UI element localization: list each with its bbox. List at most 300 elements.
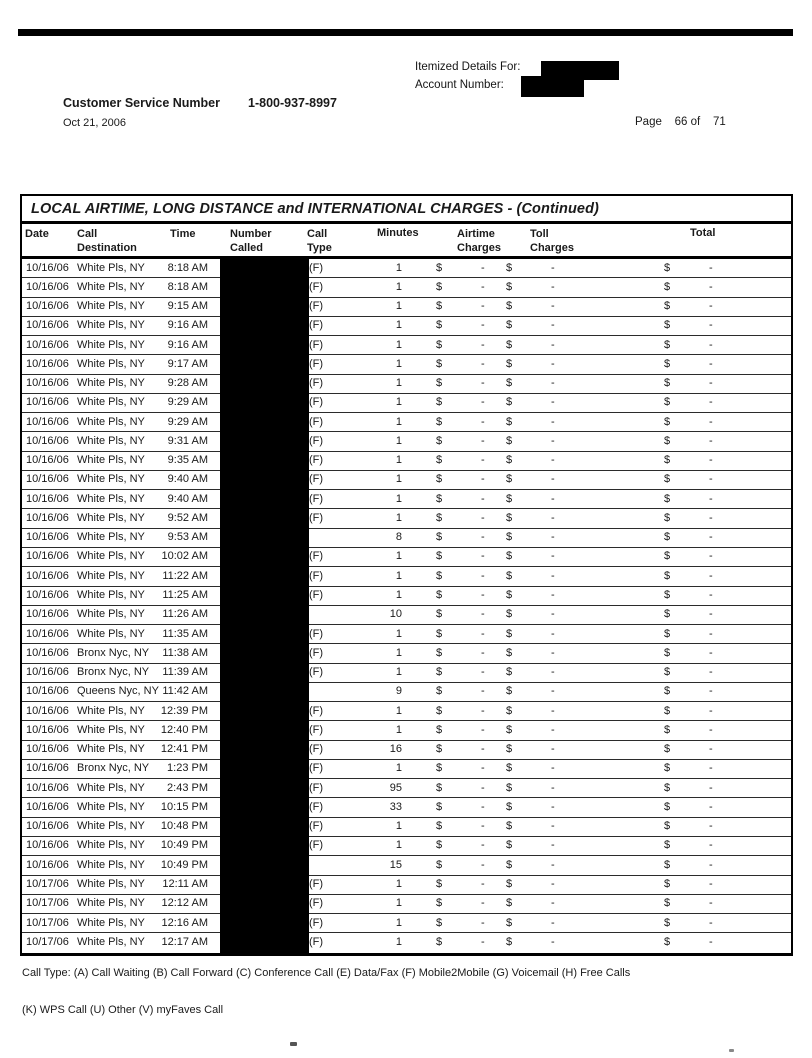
cell-call-type: (F) <box>309 396 324 409</box>
cell-call-destination: White Pls, NY <box>77 608 145 621</box>
table-row <box>22 856 791 875</box>
table-row <box>22 760 791 779</box>
cell-call-destination: White Pls, NY <box>77 935 145 948</box>
table-row <box>22 818 791 837</box>
cell-call-destination: White Pls, NY <box>77 820 145 833</box>
cell-total-amount: - <box>709 261 713 274</box>
cell-toll-amount: - <box>551 646 555 659</box>
cell-total-amount: - <box>709 396 713 409</box>
cell-call-type: (F) <box>309 839 324 852</box>
cell-airtime-amount: - <box>481 377 485 390</box>
cell-toll-amount: - <box>551 897 555 910</box>
cell-date: 10/16/06 <box>26 589 69 602</box>
table-row <box>22 336 791 355</box>
cell-call-destination: White Pls, NY <box>77 743 145 756</box>
cell-total-amount: - <box>709 280 713 293</box>
page-indicator: Page 66 of 71 <box>635 116 726 128</box>
cell-airtime-amount: - <box>481 319 485 332</box>
cell-toll-amount: - <box>551 723 555 736</box>
cell-time: 11:35 AM <box>162 627 208 640</box>
cell-total-amount: - <box>709 473 713 486</box>
cell-call-destination: Bronx Nyc, NY <box>77 762 150 775</box>
cell-total-amount: - <box>709 666 713 679</box>
table-row <box>22 664 791 683</box>
cell-airtime-amount: - <box>481 415 485 428</box>
cell-minutes: 1 <box>395 396 402 409</box>
cell-total-currency: $ <box>664 743 671 756</box>
cell-date: 10/17/06 <box>26 878 69 890</box>
cell-airtime-currency: $ <box>436 569 443 582</box>
cell-toll-amount: - <box>551 839 555 852</box>
cell-toll-amount: - <box>551 800 555 813</box>
cell-time: 11:42 AM <box>162 685 208 698</box>
cell-airtime-currency: $ <box>436 723 443 736</box>
table-row <box>22 490 791 509</box>
cell-call-type: (F) <box>309 762 324 775</box>
cell-date: 10/16/06 <box>26 550 69 563</box>
cell-date: 10/16/06 <box>26 820 69 833</box>
cell-airtime-currency: $ <box>436 762 443 775</box>
cell-date: 10/16/06 <box>26 434 69 447</box>
cell-time: 9:31 AM <box>167 434 208 447</box>
table-row <box>22 529 791 548</box>
cell-total-amount: - <box>709 685 713 698</box>
cell-toll-currency: $ <box>506 357 513 370</box>
cell-airtime-currency: $ <box>436 916 443 929</box>
cell-total-currency: $ <box>664 878 671 890</box>
cell-total-amount: - <box>709 454 713 467</box>
cell-call-type: (F) <box>309 357 324 370</box>
cell-toll-amount: - <box>551 820 555 833</box>
cell-airtime-currency: $ <box>436 646 443 659</box>
cell-time: 9:17 AM <box>167 357 208 370</box>
top-divider-rule <box>18 29 793 36</box>
cell-toll-currency: $ <box>506 377 513 390</box>
cell-time: 2:43 PM <box>167 781 208 794</box>
cell-time: 9:29 AM <box>167 396 208 409</box>
cell-airtime-currency: $ <box>436 666 443 679</box>
table-row <box>22 567 791 586</box>
cell-minutes: 16 <box>389 743 402 756</box>
cell-airtime-amount: - <box>481 608 485 621</box>
statement-date: Oct 21, 2006 <box>63 117 126 129</box>
cell-toll-currency: $ <box>506 473 513 486</box>
cell-airtime-amount: - <box>481 820 485 833</box>
cell-time: 10:02 AM <box>161 550 208 563</box>
cell-airtime-amount: - <box>481 800 485 813</box>
cell-time: 11:39 AM <box>162 666 208 679</box>
col-header-call: Call <box>77 228 98 240</box>
cell-call-type: (F) <box>309 454 324 467</box>
table-title-bar <box>22 196 791 224</box>
cell-toll-currency: $ <box>506 531 513 544</box>
cell-date: 10/16/06 <box>26 415 69 428</box>
col-header-date: Date <box>25 228 49 240</box>
cell-total-currency: $ <box>664 820 671 833</box>
table-row <box>22 798 791 817</box>
table-row <box>22 779 791 798</box>
cell-airtime-amount: - <box>481 396 485 409</box>
cell-toll-currency: $ <box>506 319 513 332</box>
cell-airtime-currency: $ <box>436 781 443 794</box>
cell-call-destination: Bronx Nyc, NY <box>77 666 150 679</box>
cell-airtime-currency: $ <box>436 473 443 486</box>
cell-minutes: 1 <box>395 473 402 486</box>
cell-airtime-currency: $ <box>436 531 443 544</box>
cell-call-destination: White Pls, NY <box>77 723 145 736</box>
cell-airtime-currency: $ <box>436 743 443 756</box>
cell-total-currency: $ <box>664 762 671 775</box>
cell-time: 12:41 PM <box>160 743 208 756</box>
cell-date: 10/16/06 <box>26 569 69 582</box>
cell-airtime-amount: - <box>481 473 485 486</box>
cell-airtime-amount: - <box>481 492 485 505</box>
table-row <box>22 914 791 933</box>
cell-total-currency: $ <box>664 839 671 852</box>
cell-toll-currency: $ <box>506 743 513 756</box>
cell-toll-amount: - <box>551 492 555 505</box>
cell-toll-amount: - <box>551 666 555 679</box>
cell-minutes: 1 <box>395 261 402 274</box>
cell-total-currency: $ <box>664 550 671 563</box>
cell-toll-amount: - <box>551 300 555 313</box>
cell-total-amount: - <box>709 319 713 332</box>
cell-call-type: (F) <box>309 704 324 717</box>
cell-date: 10/16/06 <box>26 280 69 293</box>
cell-toll-amount: - <box>551 396 555 409</box>
cell-minutes: 8 <box>395 531 402 544</box>
col-header-minutes: Minutes <box>377 227 419 239</box>
cell-call-destination: White Pls, NY <box>77 261 145 274</box>
cell-minutes: 1 <box>395 319 402 332</box>
cell-airtime-currency: $ <box>436 589 443 602</box>
cell-toll-amount: - <box>551 916 555 929</box>
cell-total-currency: $ <box>664 300 671 313</box>
table-row <box>22 355 791 374</box>
table-row <box>22 702 791 721</box>
table-row <box>22 298 791 317</box>
cell-call-type: (F) <box>309 916 324 929</box>
scan-artifact-smudge <box>290 1042 297 1046</box>
cell-time: 11:26 AM <box>162 608 208 621</box>
cell-total-amount: - <box>709 627 713 640</box>
cell-date: 10/16/06 <box>26 646 69 659</box>
cell-call-destination: White Pls, NY <box>77 454 145 467</box>
cell-toll-currency: $ <box>506 261 513 274</box>
cell-airtime-currency: $ <box>436 357 443 370</box>
col-header-number: Number <box>230 228 272 240</box>
cell-toll-amount: - <box>551 685 555 698</box>
cell-total-currency: $ <box>664 800 671 813</box>
cell-date: 10/16/06 <box>26 319 69 332</box>
cell-total-amount: - <box>709 300 713 313</box>
cell-toll-amount: - <box>551 511 555 524</box>
cell-minutes: 1 <box>395 492 402 505</box>
cell-minutes: 1 <box>395 300 402 313</box>
account-number-label: Account Number: <box>415 79 504 91</box>
table-row <box>22 625 791 644</box>
cell-airtime-currency: $ <box>436 878 443 890</box>
cell-total-amount: - <box>709 646 713 659</box>
cell-call-type: (F) <box>309 723 324 736</box>
table-header-row <box>22 224 791 259</box>
cell-call-destination: White Pls, NY <box>77 300 145 313</box>
cell-airtime-amount: - <box>481 511 485 524</box>
col-header-total: Total <box>690 227 716 239</box>
cell-airtime-amount: - <box>481 300 485 313</box>
cell-date: 10/16/06 <box>26 357 69 370</box>
cell-airtime-amount: - <box>481 762 485 775</box>
cell-call-type: (F) <box>309 935 324 948</box>
redaction-account-number <box>521 76 584 97</box>
cell-date: 10/16/06 <box>26 858 69 871</box>
cell-airtime-currency: $ <box>436 627 443 640</box>
cell-airtime-currency: $ <box>436 300 443 313</box>
cell-call-type: (F) <box>309 820 324 833</box>
cell-call-destination: White Pls, NY <box>77 916 145 929</box>
table-row <box>22 933 791 952</box>
table-row <box>22 259 791 278</box>
cell-toll-currency: $ <box>506 935 513 948</box>
table-row <box>22 432 791 451</box>
cell-minutes: 1 <box>395 704 402 717</box>
table-row <box>22 317 791 336</box>
cell-date: 10/16/06 <box>26 800 69 813</box>
cell-minutes: 1 <box>395 839 402 852</box>
cell-call-type: (F) <box>309 627 324 640</box>
cell-call-destination: White Pls, NY <box>77 396 145 409</box>
cell-call-type: (F) <box>309 415 324 428</box>
cell-airtime-amount: - <box>481 261 485 274</box>
cell-total-currency: $ <box>664 608 671 621</box>
cell-call-destination: White Pls, NY <box>77 531 145 544</box>
cell-time: 12:39 PM <box>160 704 208 717</box>
cell-total-currency: $ <box>664 511 671 524</box>
cell-airtime-amount: - <box>481 916 485 929</box>
cell-total-amount: - <box>709 357 713 370</box>
table-row <box>22 741 791 760</box>
cell-call-type: (F) <box>309 550 324 563</box>
table-row <box>22 413 791 432</box>
cell-call-destination: White Pls, NY <box>77 377 145 390</box>
cell-call-destination: White Pls, NY <box>77 550 145 563</box>
cell-toll-currency: $ <box>506 396 513 409</box>
cell-airtime-currency: $ <box>436 261 443 274</box>
cell-toll-currency: $ <box>506 800 513 813</box>
cell-minutes: 9 <box>395 685 402 698</box>
cell-toll-currency: $ <box>506 434 513 447</box>
col-header-time: Time <box>170 228 196 240</box>
cell-toll-amount: - <box>551 280 555 293</box>
cell-total-amount: - <box>709 531 713 544</box>
cell-time: 9:52 AM <box>167 511 208 524</box>
cell-call-destination: White Pls, NY <box>77 858 145 871</box>
cell-total-currency: $ <box>664 492 671 505</box>
cell-airtime-amount: - <box>481 935 485 948</box>
cell-total-currency: $ <box>664 723 671 736</box>
table-row <box>22 837 791 856</box>
cell-total-amount: - <box>709 377 713 390</box>
cell-call-type: (F) <box>309 434 324 447</box>
cell-time: 9:40 AM <box>167 492 208 505</box>
cell-call-type: (F) <box>309 897 324 910</box>
cell-airtime-currency: $ <box>436 820 443 833</box>
cell-total-currency: $ <box>664 415 671 428</box>
cell-time: 9:53 AM <box>167 531 208 544</box>
cell-total-amount: - <box>709 492 713 505</box>
redaction-number-called-column <box>220 259 309 953</box>
cell-time: 8:18 AM <box>167 261 208 274</box>
cell-time: 11:22 AM <box>162 569 208 582</box>
cell-time: 9:15 AM <box>167 300 208 313</box>
cell-toll-amount: - <box>551 858 555 871</box>
cell-total-currency: $ <box>664 319 671 332</box>
cell-airtime-amount: - <box>481 723 485 736</box>
cell-toll-amount: - <box>551 357 555 370</box>
cell-call-type: (F) <box>309 878 324 890</box>
cell-time: 9:29 AM <box>167 415 208 428</box>
table-row <box>22 548 791 567</box>
table-row <box>22 606 791 625</box>
cell-airtime-amount: - <box>481 858 485 871</box>
cell-total-currency: $ <box>664 897 671 910</box>
scan-artifact-smudge <box>729 1049 734 1052</box>
cell-toll-currency: $ <box>506 492 513 505</box>
cell-call-destination: White Pls, NY <box>77 280 145 293</box>
cell-total-currency: $ <box>664 338 671 351</box>
cell-call-type: (F) <box>309 492 324 505</box>
cell-toll-amount: - <box>551 781 555 794</box>
col-header-airtime: Airtime <box>457 228 495 240</box>
cell-toll-currency: $ <box>506 704 513 717</box>
table-row <box>22 394 791 413</box>
col-header-airtime-charges: Charges <box>457 242 502 254</box>
cell-toll-amount: - <box>551 319 555 332</box>
cell-toll-currency: $ <box>506 300 513 313</box>
cell-call-destination: White Pls, NY <box>77 511 145 524</box>
customer-service-label: Customer Service Number <box>63 96 221 110</box>
cell-toll-currency: $ <box>506 666 513 679</box>
cell-airtime-currency: $ <box>436 897 443 910</box>
cell-call-destination: White Pls, NY <box>77 569 145 582</box>
call-type-legend-line2: (K) WPS Call (U) Other (V) myFaves Call <box>22 1004 224 1016</box>
cell-call-type: (F) <box>309 569 324 582</box>
cell-toll-amount: - <box>551 415 555 428</box>
cell-airtime-amount: - <box>481 627 485 640</box>
cell-call-type: (F) <box>309 280 324 293</box>
cell-total-currency: $ <box>664 646 671 659</box>
cell-total-currency: $ <box>664 357 671 370</box>
cell-toll-currency: $ <box>506 338 513 351</box>
cell-toll-currency: $ <box>506 415 513 428</box>
cell-toll-amount: - <box>551 589 555 602</box>
cell-airtime-currency: $ <box>436 935 443 948</box>
cell-call-destination: White Pls, NY <box>77 589 145 602</box>
cell-airtime-currency: $ <box>436 839 443 852</box>
cell-date: 10/16/06 <box>26 723 69 736</box>
cell-toll-currency: $ <box>506 454 513 467</box>
cell-call-type: (F) <box>309 300 324 313</box>
cell-toll-currency: $ <box>506 685 513 698</box>
cell-call-destination: White Pls, NY <box>77 897 145 910</box>
cell-call-destination: White Pls, NY <box>77 415 145 428</box>
cell-time: 11:38 AM <box>162 646 208 659</box>
cell-call-destination: White Pls, NY <box>77 878 145 890</box>
cell-total-currency: $ <box>664 666 671 679</box>
cell-airtime-amount: - <box>481 743 485 756</box>
table-row <box>22 683 791 702</box>
cell-call-destination: White Pls, NY <box>77 357 145 370</box>
cell-total-amount: - <box>709 839 713 852</box>
cell-toll-currency: $ <box>506 608 513 621</box>
cell-airtime-amount: - <box>481 666 485 679</box>
cell-minutes: 95 <box>389 781 402 794</box>
cell-call-destination: White Pls, NY <box>77 839 145 852</box>
cell-date: 10/16/06 <box>26 608 69 621</box>
cell-time: 10:15 PM <box>160 800 208 813</box>
cell-toll-currency: $ <box>506 839 513 852</box>
col-header-toll: Toll <box>530 228 549 240</box>
cell-minutes: 1 <box>395 897 402 910</box>
cell-time: 10:48 PM <box>160 820 208 833</box>
col-header-destination: Destination <box>77 242 137 254</box>
customer-service-line <box>63 96 337 110</box>
cell-toll-amount: - <box>551 569 555 582</box>
cell-minutes: 15 <box>389 858 402 871</box>
cell-airtime-amount: - <box>481 434 485 447</box>
cell-airtime-amount: - <box>481 589 485 602</box>
cell-airtime-amount: - <box>481 781 485 794</box>
table-row <box>22 375 791 394</box>
cell-minutes: 1 <box>395 338 402 351</box>
col-header-call-type-1: Call <box>307 228 328 240</box>
cell-date: 10/16/06 <box>26 704 69 717</box>
cell-minutes: 1 <box>395 935 402 948</box>
cell-airtime-amount: - <box>481 685 485 698</box>
cell-call-destination: White Pls, NY <box>77 434 145 447</box>
customer-service-number: 1-800-937-8997 <box>248 96 337 110</box>
cell-date: 10/17/06 <box>26 935 69 948</box>
cell-total-currency: $ <box>664 704 671 717</box>
cell-time: 12:11 AM <box>162 878 208 890</box>
cell-minutes: 1 <box>395 357 402 370</box>
cell-total-currency: $ <box>664 569 671 582</box>
cell-airtime-currency: $ <box>436 800 443 813</box>
cell-airtime-currency: $ <box>436 319 443 332</box>
cell-minutes: 1 <box>395 434 402 447</box>
cell-minutes: 1 <box>395 569 402 582</box>
cell-toll-currency: $ <box>506 627 513 640</box>
cell-time: 12:40 PM <box>160 723 208 736</box>
cell-minutes: 10 <box>389 608 402 621</box>
cell-toll-amount: - <box>551 878 555 890</box>
cell-total-amount: - <box>709 935 713 948</box>
cell-total-amount: - <box>709 858 713 871</box>
cell-total-amount: - <box>709 820 713 833</box>
cell-toll-amount: - <box>551 338 555 351</box>
cell-toll-currency: $ <box>506 858 513 871</box>
cell-time: 11:25 AM <box>162 589 208 602</box>
cell-minutes: 1 <box>395 511 402 524</box>
table-row <box>22 895 791 914</box>
cell-date: 10/16/06 <box>26 396 69 409</box>
cell-airtime-amount: - <box>481 569 485 582</box>
cell-airtime-currency: $ <box>436 492 443 505</box>
cell-call-destination: White Pls, NY <box>77 319 145 332</box>
cell-toll-currency: $ <box>506 820 513 833</box>
cell-airtime-amount: - <box>481 897 485 910</box>
cell-toll-currency: $ <box>506 916 513 929</box>
